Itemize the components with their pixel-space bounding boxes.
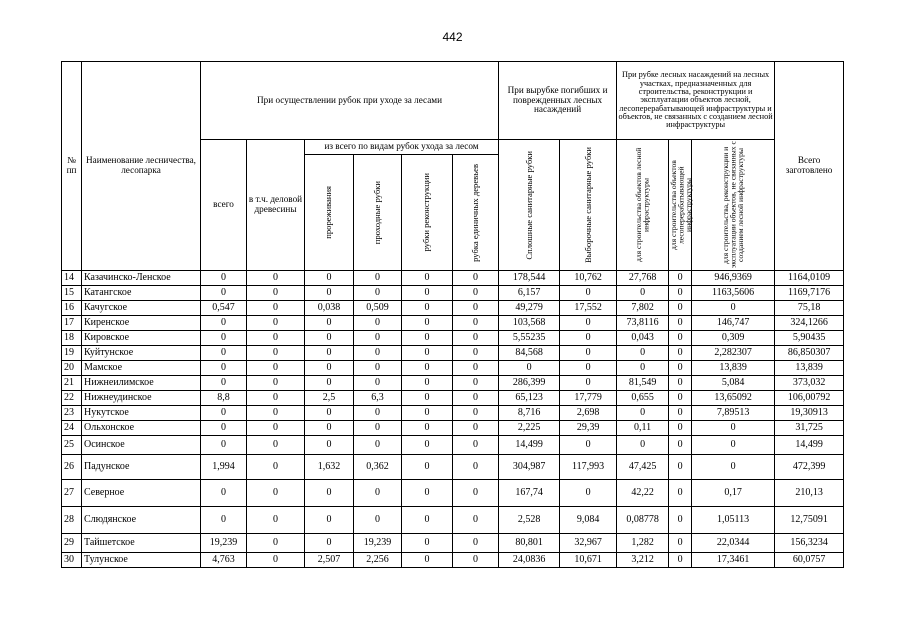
header-by-type: из всего по видам рубок ухода за лесом bbox=[305, 140, 499, 155]
table-cell: 324,1266 bbox=[775, 316, 844, 331]
table-cell: 0,08778 bbox=[617, 507, 669, 534]
table-cell: 286,399 bbox=[499, 376, 560, 391]
table-cell: 304,987 bbox=[499, 455, 560, 480]
table-cell: 84,568 bbox=[499, 346, 560, 361]
table-cell: 0 bbox=[453, 391, 499, 406]
header-infra-forest: для строительства объектов лесной инфраструктуры bbox=[633, 147, 651, 263]
table-cell: 0 bbox=[247, 316, 305, 331]
table-cell: 47,425 bbox=[617, 455, 669, 480]
table-cell: 3,212 bbox=[617, 553, 669, 568]
header-selective-sanitary: Выборочные санитарные рубки bbox=[582, 147, 593, 263]
table-cell: 0 bbox=[499, 361, 560, 376]
table-cell: 2,507 bbox=[305, 553, 354, 568]
table-cell: 0 bbox=[354, 507, 402, 534]
table-cell: 0 bbox=[617, 361, 669, 376]
table-cell: 0 bbox=[453, 301, 499, 316]
table-cell: 0 bbox=[453, 553, 499, 568]
table-cell: 86,850307 bbox=[775, 346, 844, 361]
table-cell: 103,568 bbox=[499, 316, 560, 331]
header-harvested: Всего заготовлено bbox=[775, 62, 844, 271]
table-cell: 2,282307 bbox=[692, 346, 775, 361]
table-cell: 0 bbox=[669, 455, 692, 480]
table-cell: 0 bbox=[402, 331, 453, 346]
table-cell: 0 bbox=[402, 553, 453, 568]
table-cell: 80,801 bbox=[499, 534, 560, 553]
table-cell: 1,632 bbox=[305, 455, 354, 480]
forestry-name: Куйтунское bbox=[82, 346, 201, 361]
header-single-trees: рубка единичных деревьев bbox=[470, 163, 481, 262]
table-cell: 0 bbox=[560, 480, 617, 507]
table-cell: 7,89513 bbox=[692, 406, 775, 421]
table-cell: 13,65092 bbox=[692, 391, 775, 406]
table-row bbox=[62, 480, 844, 507]
header-num: № пп bbox=[62, 62, 82, 271]
forestry-name: Катангское bbox=[82, 286, 201, 301]
table-cell: 0 bbox=[247, 361, 305, 376]
table-cell: 2,698 bbox=[560, 406, 617, 421]
table-cell: 0 bbox=[201, 286, 247, 301]
table-cell: 12,75091 bbox=[775, 507, 844, 534]
forestry-name: Нижнеудинское bbox=[82, 391, 201, 406]
table-cell: 0 bbox=[305, 331, 354, 346]
forestry-name: Ольхонское bbox=[82, 421, 201, 436]
table-cell: 8,8 bbox=[201, 391, 247, 406]
table-cell: 0 bbox=[247, 534, 305, 553]
table-cell: 0 bbox=[354, 361, 402, 376]
table-cell: 0 bbox=[617, 286, 669, 301]
row-number: 23 bbox=[62, 406, 82, 421]
table-cell: 0 bbox=[453, 271, 499, 286]
table-cell: 0,17 bbox=[692, 480, 775, 507]
forestry-name: Качугское bbox=[82, 301, 201, 316]
table-row bbox=[62, 436, 844, 455]
table-cell: 0 bbox=[305, 316, 354, 331]
forestry-name: Тулунское bbox=[82, 553, 201, 568]
forestry-name: Северное bbox=[82, 480, 201, 507]
table-cell: 0 bbox=[669, 534, 692, 553]
table-cell: 0 bbox=[669, 331, 692, 346]
table-cell: 0 bbox=[201, 271, 247, 286]
table-cell: 0 bbox=[560, 316, 617, 331]
table-cell: 946,9369 bbox=[692, 271, 775, 286]
table-cell: 0 bbox=[617, 436, 669, 455]
table-cell: 65,123 bbox=[499, 391, 560, 406]
table-cell: 0 bbox=[453, 480, 499, 507]
table-cell: 0 bbox=[402, 376, 453, 391]
forestry-name: Тайшетское bbox=[82, 534, 201, 553]
table-cell: 2,225 bbox=[499, 421, 560, 436]
table-cell: 0 bbox=[453, 436, 499, 455]
table-cell: 17,3461 bbox=[692, 553, 775, 568]
table-cell: 0 bbox=[201, 346, 247, 361]
table-cell: 10,671 bbox=[560, 553, 617, 568]
table-cell: 0 bbox=[453, 316, 499, 331]
table-cell: 472,399 bbox=[775, 455, 844, 480]
table-cell: 0 bbox=[669, 406, 692, 421]
table-cell: 2,5 bbox=[305, 391, 354, 406]
table-cell: 0 bbox=[402, 406, 453, 421]
table-cell: 0 bbox=[669, 376, 692, 391]
table-cell: 1,05113 bbox=[692, 507, 775, 534]
table-cell: 0 bbox=[453, 346, 499, 361]
table-cell: 0 bbox=[402, 286, 453, 301]
table-row bbox=[62, 406, 844, 421]
row-number: 17 bbox=[62, 316, 82, 331]
row-number: 28 bbox=[62, 507, 82, 534]
table-row bbox=[62, 534, 844, 553]
table-cell: 5,084 bbox=[692, 376, 775, 391]
table-cell: 0 bbox=[402, 455, 453, 480]
table-cell: 0 bbox=[305, 436, 354, 455]
table-cell: 10,762 bbox=[560, 271, 617, 286]
table-cell: 0 bbox=[453, 331, 499, 346]
table-cell: 29,39 bbox=[560, 421, 617, 436]
row-number: 18 bbox=[62, 331, 82, 346]
table-cell: 0 bbox=[354, 480, 402, 507]
row-number: 24 bbox=[62, 421, 82, 436]
table-cell: 0 bbox=[402, 480, 453, 507]
table-cell: 0 bbox=[247, 421, 305, 436]
table-cell: 0 bbox=[247, 271, 305, 286]
table-cell: 0 bbox=[305, 534, 354, 553]
table-cell: 14,499 bbox=[499, 436, 560, 455]
table-cell: 0 bbox=[247, 455, 305, 480]
table-cell: 19,239 bbox=[201, 534, 247, 553]
table-cell: 7,802 bbox=[617, 301, 669, 316]
table-cell: 17,779 bbox=[560, 391, 617, 406]
table-cell: 167,74 bbox=[499, 480, 560, 507]
table-cell: 0 bbox=[453, 507, 499, 534]
table-cell: 0 bbox=[201, 480, 247, 507]
table-cell: 0 bbox=[247, 391, 305, 406]
table-cell: 19,30913 bbox=[775, 406, 844, 421]
table-cell: 31,725 bbox=[775, 421, 844, 436]
table-cell: 0 bbox=[560, 361, 617, 376]
table-cell: 0 bbox=[354, 436, 402, 455]
table-row bbox=[62, 421, 844, 436]
table-cell: 0 bbox=[453, 455, 499, 480]
header-thinning: прореживания bbox=[323, 186, 334, 239]
table-cell: 0 bbox=[453, 361, 499, 376]
table-cell: 73,8116 bbox=[617, 316, 669, 331]
table-cell: 1169,7176 bbox=[775, 286, 844, 301]
table-row bbox=[62, 553, 844, 568]
table-cell: 0 bbox=[402, 316, 453, 331]
table-cell: 0 bbox=[453, 286, 499, 301]
table-cell: 0 bbox=[617, 346, 669, 361]
header-reconstruction: рубки реконструкции bbox=[421, 173, 432, 252]
table-cell: 1163,5606 bbox=[692, 286, 775, 301]
table-cell: 0 bbox=[305, 361, 354, 376]
forestry-name: Осинское bbox=[82, 436, 201, 455]
table-cell: 5,55235 bbox=[499, 331, 560, 346]
table-cell: 0 bbox=[692, 455, 775, 480]
header-dead-group: При вырубке погибших и поврежденных лесных насаждений bbox=[499, 62, 617, 140]
row-number: 20 bbox=[62, 361, 82, 376]
table-cell: 0 bbox=[305, 376, 354, 391]
row-number: 21 bbox=[62, 376, 82, 391]
table-cell: 0 bbox=[247, 406, 305, 421]
table-row bbox=[62, 301, 844, 316]
table-cell: 5,90435 bbox=[775, 331, 844, 346]
table-cell: 0 bbox=[305, 480, 354, 507]
table-cell: 210,13 bbox=[775, 480, 844, 507]
table-cell: 0 bbox=[402, 534, 453, 553]
table-cell: 0 bbox=[201, 316, 247, 331]
table-cell: 19,239 bbox=[354, 534, 402, 553]
table-cell: 146,747 bbox=[692, 316, 775, 331]
table-cell: 0 bbox=[201, 507, 247, 534]
table-cell: 0 bbox=[402, 507, 453, 534]
table-cell: 0 bbox=[560, 346, 617, 361]
table-row bbox=[62, 455, 844, 480]
table-cell: 0 bbox=[669, 507, 692, 534]
table-cell: 0,655 bbox=[617, 391, 669, 406]
table-cell: 1,994 bbox=[201, 455, 247, 480]
table-cell: 0 bbox=[560, 436, 617, 455]
table-cell: 0,043 bbox=[617, 331, 669, 346]
table-cell: 27,768 bbox=[617, 271, 669, 286]
header-passage: проходные рубки bbox=[371, 180, 382, 245]
table-cell: 0 bbox=[669, 301, 692, 316]
table-cell: 0 bbox=[669, 316, 692, 331]
header-clear-sanitary: Сплошные санитарные рубки bbox=[523, 150, 534, 260]
row-number: 29 bbox=[62, 534, 82, 553]
row-number: 27 bbox=[62, 480, 82, 507]
table-row bbox=[62, 346, 844, 361]
table-cell: 4,763 bbox=[201, 553, 247, 568]
table-cell: 0 bbox=[354, 286, 402, 301]
table-cell: 42,22 bbox=[617, 480, 669, 507]
table-cell: 0 bbox=[402, 421, 453, 436]
row-number: 22 bbox=[62, 391, 82, 406]
row-number: 15 bbox=[62, 286, 82, 301]
table-cell: 49,279 bbox=[499, 301, 560, 316]
table-cell: 0 bbox=[560, 376, 617, 391]
table-cell: 24,0836 bbox=[499, 553, 560, 568]
table-row bbox=[62, 391, 844, 406]
table-cell: 1164,0109 bbox=[775, 271, 844, 286]
table-row bbox=[62, 376, 844, 391]
table-cell: 178,544 bbox=[499, 271, 560, 286]
header-infra-other: для строительства, реконструкции и эксплуатации объектов, не связанных с созданием лесной инфраструктуры bbox=[720, 141, 745, 269]
table-cell: 0,509 bbox=[354, 301, 402, 316]
table-cell: 0 bbox=[247, 301, 305, 316]
table-cell: 0 bbox=[247, 331, 305, 346]
table-cell: 0 bbox=[201, 331, 247, 346]
forestry-name: Мамское bbox=[82, 361, 201, 376]
table-cell: 0 bbox=[402, 346, 453, 361]
row-number: 19 bbox=[62, 346, 82, 361]
table-cell: 0 bbox=[560, 331, 617, 346]
table-cell: 0 bbox=[201, 436, 247, 455]
table-cell: 0 bbox=[617, 406, 669, 421]
table-row bbox=[62, 271, 844, 286]
table-cell: 60,0757 bbox=[775, 553, 844, 568]
table-cell: 6,157 bbox=[499, 286, 560, 301]
table-cell: 0 bbox=[692, 301, 775, 316]
table-cell: 0 bbox=[354, 376, 402, 391]
header-care-group: При осуществлении рубок при уходе за лесами bbox=[201, 62, 499, 140]
table-cell: 0,547 bbox=[201, 301, 247, 316]
table-cell: 0 bbox=[402, 361, 453, 376]
table-cell: 0 bbox=[354, 331, 402, 346]
table-cell: 106,00792 bbox=[775, 391, 844, 406]
table-cell: 0 bbox=[305, 271, 354, 286]
table-cell: 0 bbox=[669, 480, 692, 507]
row-number: 30 bbox=[62, 553, 82, 568]
forestry-name: Слюдянское bbox=[82, 507, 201, 534]
row-number: 14 bbox=[62, 271, 82, 286]
table-cell: 0,309 bbox=[692, 331, 775, 346]
table-cell: 0 bbox=[402, 436, 453, 455]
row-number: 16 bbox=[62, 301, 82, 316]
table-cell: 0 bbox=[354, 316, 402, 331]
forestry-name: Киренское bbox=[82, 316, 201, 331]
table-cell: 0 bbox=[669, 391, 692, 406]
forestry-name: Нукутское bbox=[82, 406, 201, 421]
forestry-name: Казачинско-Ленское bbox=[82, 271, 201, 286]
forestry-name: Нижнеилимское bbox=[82, 376, 201, 391]
table-cell: 117,993 bbox=[560, 455, 617, 480]
table-cell: 1,282 bbox=[617, 534, 669, 553]
table-cell: 2,256 bbox=[354, 553, 402, 568]
table-cell: 0 bbox=[402, 391, 453, 406]
table-cell: 0,362 bbox=[354, 455, 402, 480]
table-cell: 0 bbox=[305, 406, 354, 421]
header-infra-processing: для строительства объектов лесоперерабатывающей инфраструктуры bbox=[669, 160, 694, 250]
table-cell: 0 bbox=[247, 553, 305, 568]
table-cell: 6,3 bbox=[354, 391, 402, 406]
table-cell: 81,549 bbox=[617, 376, 669, 391]
table-cell: 0 bbox=[402, 271, 453, 286]
table-cell: 2,528 bbox=[499, 507, 560, 534]
forestry-name: Кировское bbox=[82, 331, 201, 346]
table-cell: 14,499 bbox=[775, 436, 844, 455]
table-cell: 0 bbox=[669, 286, 692, 301]
table-cell: 0 bbox=[669, 346, 692, 361]
table-cell: 0 bbox=[354, 346, 402, 361]
row-number: 26 bbox=[62, 455, 82, 480]
table-cell: 0 bbox=[201, 421, 247, 436]
table-cell: 0 bbox=[669, 421, 692, 436]
table-cell: 0 bbox=[692, 421, 775, 436]
table-cell: 0 bbox=[669, 361, 692, 376]
table-cell: 0 bbox=[354, 406, 402, 421]
table-cell: 0 bbox=[453, 406, 499, 421]
table-cell: 0 bbox=[560, 286, 617, 301]
table-cell: 0 bbox=[247, 507, 305, 534]
table-cell: 0 bbox=[247, 346, 305, 361]
table-cell: 0 bbox=[669, 436, 692, 455]
table-cell: 32,967 bbox=[560, 534, 617, 553]
table-cell: 0 bbox=[201, 406, 247, 421]
table-cell: 0 bbox=[354, 421, 402, 436]
table-cell: 0 bbox=[201, 361, 247, 376]
table-cell: 156,3234 bbox=[775, 534, 844, 553]
table-cell: 0 bbox=[247, 480, 305, 507]
table-cell: 0 bbox=[247, 376, 305, 391]
table-cell: 0 bbox=[305, 421, 354, 436]
table-cell: 17,552 bbox=[560, 301, 617, 316]
table-cell: 0 bbox=[692, 436, 775, 455]
table-cell: 0 bbox=[201, 376, 247, 391]
row-number: 25 bbox=[62, 436, 82, 455]
table-cell: 0 bbox=[305, 346, 354, 361]
table-cell: 0,11 bbox=[617, 421, 669, 436]
table-cell: 0 bbox=[669, 271, 692, 286]
table-cell: 75,18 bbox=[775, 301, 844, 316]
table-cell: 0 bbox=[354, 271, 402, 286]
table-row bbox=[62, 361, 844, 376]
table-cell: 0 bbox=[453, 534, 499, 553]
table-cell: 0 bbox=[453, 376, 499, 391]
table-row bbox=[62, 286, 844, 301]
table-cell: 0 bbox=[247, 286, 305, 301]
table-cell: 0 bbox=[669, 553, 692, 568]
logging-volume-table bbox=[61, 61, 844, 568]
table-cell: 9,084 bbox=[560, 507, 617, 534]
table-row bbox=[62, 331, 844, 346]
table-cell: 0 bbox=[402, 301, 453, 316]
table-cell: 0 bbox=[305, 286, 354, 301]
table-row bbox=[62, 316, 844, 331]
table-cell: 0 bbox=[453, 421, 499, 436]
header-business: в т.ч. деловой древесины bbox=[247, 140, 305, 271]
table-cell: 8,716 bbox=[499, 406, 560, 421]
table-cell: 0,038 bbox=[305, 301, 354, 316]
table-cell: 13,839 bbox=[775, 361, 844, 376]
table-cell: 0 bbox=[305, 507, 354, 534]
header-total: всего bbox=[201, 140, 247, 271]
table-cell: 373,032 bbox=[775, 376, 844, 391]
table-cell: 13,839 bbox=[692, 361, 775, 376]
table-row bbox=[62, 507, 844, 534]
page-number: 442 bbox=[442, 30, 463, 44]
header-name: Наименование лесничества, лесопарка bbox=[82, 62, 201, 271]
table-cell: 0 bbox=[247, 436, 305, 455]
table-cell: 22,0344 bbox=[692, 534, 775, 553]
forestry-name: Падунское bbox=[82, 455, 201, 480]
header-infra-group: При рубке лесных насаждений на лесных участках, предназначенных для строительства, реконструкции и эксплуатации объектов лесной, лесоперерабатывающей инфраструктуры и объектов, не связанных с созданием лесной инфраструктуры bbox=[617, 62, 775, 140]
